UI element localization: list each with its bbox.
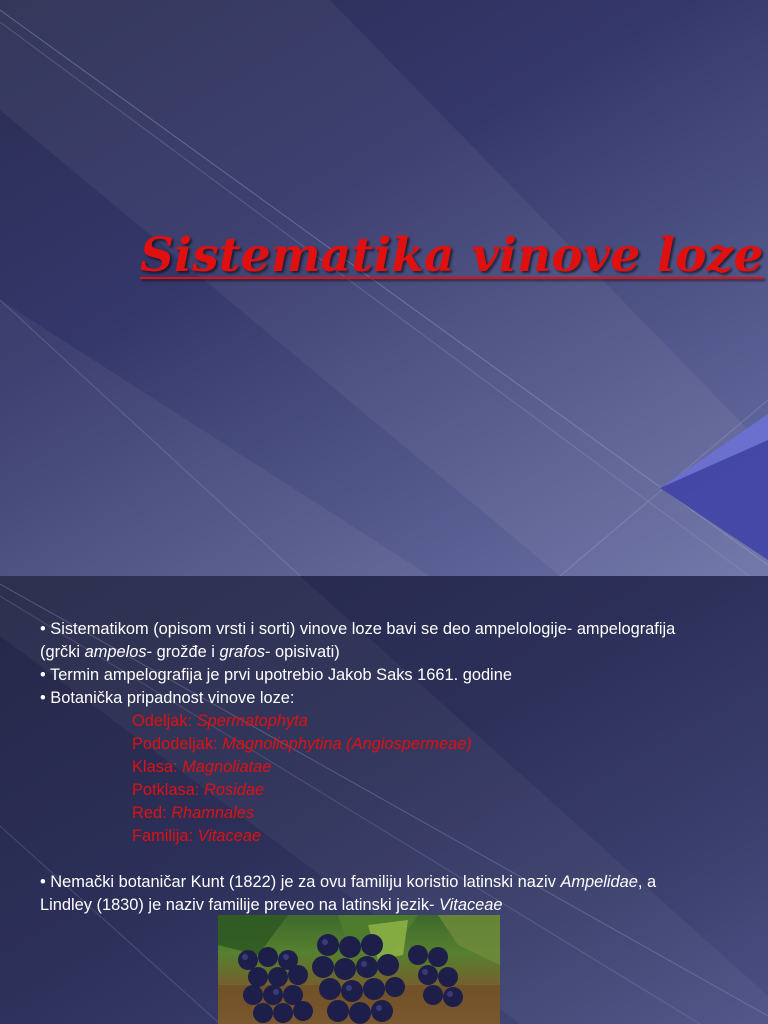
paragraph-lindley: Lindley (1830) je naziv familije preveo na latinski jezik- Vitaceae <box>40 896 503 914</box>
taxonomy-row: Familija: Vitaceae <box>132 827 262 845</box>
spacer <box>40 848 740 871</box>
paragraph-botanicka: • Botanička pripadnost vinove loze: <box>40 689 295 707</box>
taxonomy-list <box>40 710 740 848</box>
grape-cluster-image <box>218 915 500 1024</box>
taxonomy-row: Klasa: Magnoliatae <box>132 758 272 776</box>
paragraph-sistematikom: • Sistematikom (opisom vrsti i sorti) vinove loze bavi se deo ampelologije- ampelografija <box>40 620 676 638</box>
taxonomy-row: Pododeljak: Magnoliophytina (Angiospermeae) <box>132 735 472 753</box>
paragraph-termin: • Termin ampelografija je prvi upotrebio Jakob Saks 1661. godine <box>40 666 512 684</box>
grape-photo <box>218 915 500 1024</box>
paragraph-kunt: • Nemački botaničar Kunt (1822) je za ovu familiju koristio latinski naziv Ampelidae, a <box>40 873 657 891</box>
paragraph-grcki: (grčki ampelos- grožđe i grafos- opisivati) <box>40 643 340 661</box>
taxonomy-row: Red: Rhamnales <box>132 804 255 822</box>
content-slide <box>0 576 768 1024</box>
taxonomy-row: Odeljak: Spermatophyta <box>132 712 308 730</box>
slide-title: Sistematika vinove loze <box>140 228 764 283</box>
slide-body <box>40 618 740 917</box>
taxonomy-row: Potklasa: Rosidae <box>132 781 265 799</box>
